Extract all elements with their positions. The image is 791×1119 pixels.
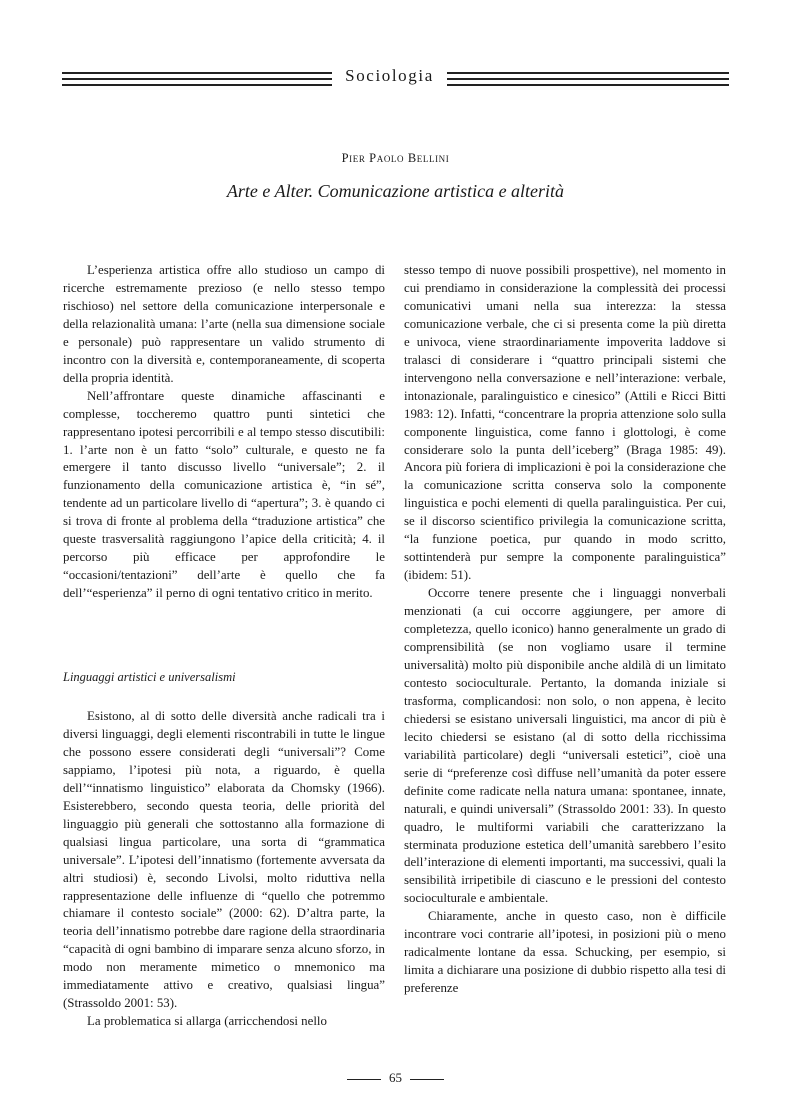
header-rule [62, 72, 332, 74]
author-name: Pier Paolo Bellini [341, 151, 450, 165]
paragraph: Occorre tenere presente che i linguaggi nonverbali menzionati (a cui occorre aggiungere, per amore di completezza, quello iconico) hanno generalmente un grado di comprensibilità (se non vogliamo usare il termine universalità) molto più disponibile anche aldilà di un limitato contesto socioculturale. Pertanto, la domanda iniziale si trasforma, complicandosi: non solo, o non appena, è lecito chiedersi se esistano universali linguistici, ma ancor di più è lecito chiedersi se esistano (al di sotto della ricchissima variabilità particolare) degli “universali estetici”, cioè una serie di “preferenze così diffuse nell’umanità da poter essere definite come radicate nella natura umana: spontanee, innate, naturali, e quindi universali” (Strassoldo 2001: 33). In questo quadro, le multiformi variabili che caratterizzano la sterminata produzione estetica dell’umanità sarebbero l’esito dell’interazione di elementi importanti, ma successivi, quali la sensibilità irripetibile di ciascuno e le pressioni del contesto socioculturale e ambientale. [404, 586, 726, 906]
left-column [63, 262, 385, 603]
header-rule [447, 84, 729, 86]
article-title: Arte e Alter. Comunicazione artistica e alterità [226, 181, 565, 201]
paragraph: stesso tempo di nuove possibili prospettive), nel momento in cui prendiamo in considerazione la complessità dei processi comunicativi umani nella sua interezza: la stessa comunicazione verbale, che ci si presenta come la più diretta e univoca, viene straordinariamente impoverita laddove si tralasci di considerare i “quattro principali sistemi che intervengono nella conversazione e nell’interazione: verbale, intonazionale, paralinguistico e cinesico” (Attili e Ricci Bitti 1983: 12). Infatti, “concentrare la propria attenzione solo sulla componente linguistica, come fanno i glottologi, è come considerare solo la punta dell’iceberg” (Braga 1985: 49). Ancora più foriera di implicazioni è poi la considerazione che la comunicazione scritta conserva solo la componente linguistica e pochi elementi di quella paralinguistica. Per cui, se il discorso scientifico privilegia la comunicazione scritta, “la funzione poetica, pur quando in modo scritto, sottintenderà pur sempre la componente paralinguistica” (ibidem: 51). [404, 263, 726, 583]
header-rule [447, 72, 729, 74]
left-column-lower [63, 708, 385, 1031]
paragraph: Chiaramente, anche in questo caso, non è difficile incontrare voci contrarie all’ipotesi, in posizioni più o meno radicalmente lontane da essa. Schucking, per esempio, si limita a dichiarare una posizione di dubbio rispetto alla tesi di preferenze [404, 909, 726, 996]
running-header [62, 64, 729, 88]
header-rule [447, 78, 729, 80]
right-column [404, 262, 726, 998]
paragraph: Esistono, al di sotto delle diversità anche radicali tra i diversi linguaggi, degli elementi riscontrabili in tutte le lingue che possono essere considerati degli “universali”? Come sappiamo, l’ipotesi più nota, a riguardo, è quella dell’“innatismo linguistico” elaborata da Chomsky (1966). Esisterebbero, secondo questa teoria, delle priorità del linguaggio più generali che sottostanno alla formazione di qualsiasi lingua particolare, una sorta di “grammatica universale”. L’ipotesi dell’innatismo (fortemente avversata da altri studiosi) è, secondo Livolsi, molto riduttiva nella rappresentazione delle influenze di “quello che potremmo chiamare il contesto sociale” (2000: 62). D’altra parte, la teoria dell’innatismo potrebbe dare ragione della straordinaria “capacità di ogni bambino di imparare senza alcuno sforzo, in modo non meramente mimetico o mnemonico ma immediatamente attivo e creativo, qualsiasi lingua” (Strassoldo 2001: 53). [63, 709, 385, 1011]
page-footer [0, 1070, 791, 1086]
paragraph: La problematica si allarga (arricchendosi nello [87, 1014, 327, 1029]
footer-rule [347, 1079, 381, 1080]
section-subheading: Linguaggi artistici e universalismi [63, 670, 236, 684]
header-rule [62, 84, 332, 86]
footer-rule [410, 1079, 444, 1080]
page-number: 65 [389, 1070, 402, 1085]
header-rule [62, 78, 332, 80]
section-title: Sociologia [345, 66, 434, 85]
paragraph: L’esperienza artistica offre allo studioso un campo di ricerche estremamente prezioso (e nello stesso tempo rischioso) nel settore della comunicazione interpersonale e della relazionalità umana: l’arte (nella sua dimensione sociale e personale) può rappresentare un valido strumento di incontro con la diversità e, contemporaneamente, di scoperta della propria identità. [63, 263, 385, 385]
paragraph: Nell’affrontare queste dinamiche affascinanti e complesse, toccheremo quattro punti sintetici che rappresentano ipotesi percorribili e al tempo stesso discutibili: 1. l’arte non è un fatto “solo” culturale, e questo ne fa emergere il tanto discusso livello “universale”; 2. il funzionamento della comunicazione artistica è, “in sé”, tendente ad un particolare livello di “apertura”; 3. è quando ci si trova di fronte al problema della “traduzione artistica” che queste trasversalità raggiungono l’apice della criticità; 4. il percorso più efficace per approfondire le “occasioni/tentazioni” dell’arte è quello che fa dell’“esperienza” il perno di ogni tentativo critico in merito. [63, 388, 385, 601]
